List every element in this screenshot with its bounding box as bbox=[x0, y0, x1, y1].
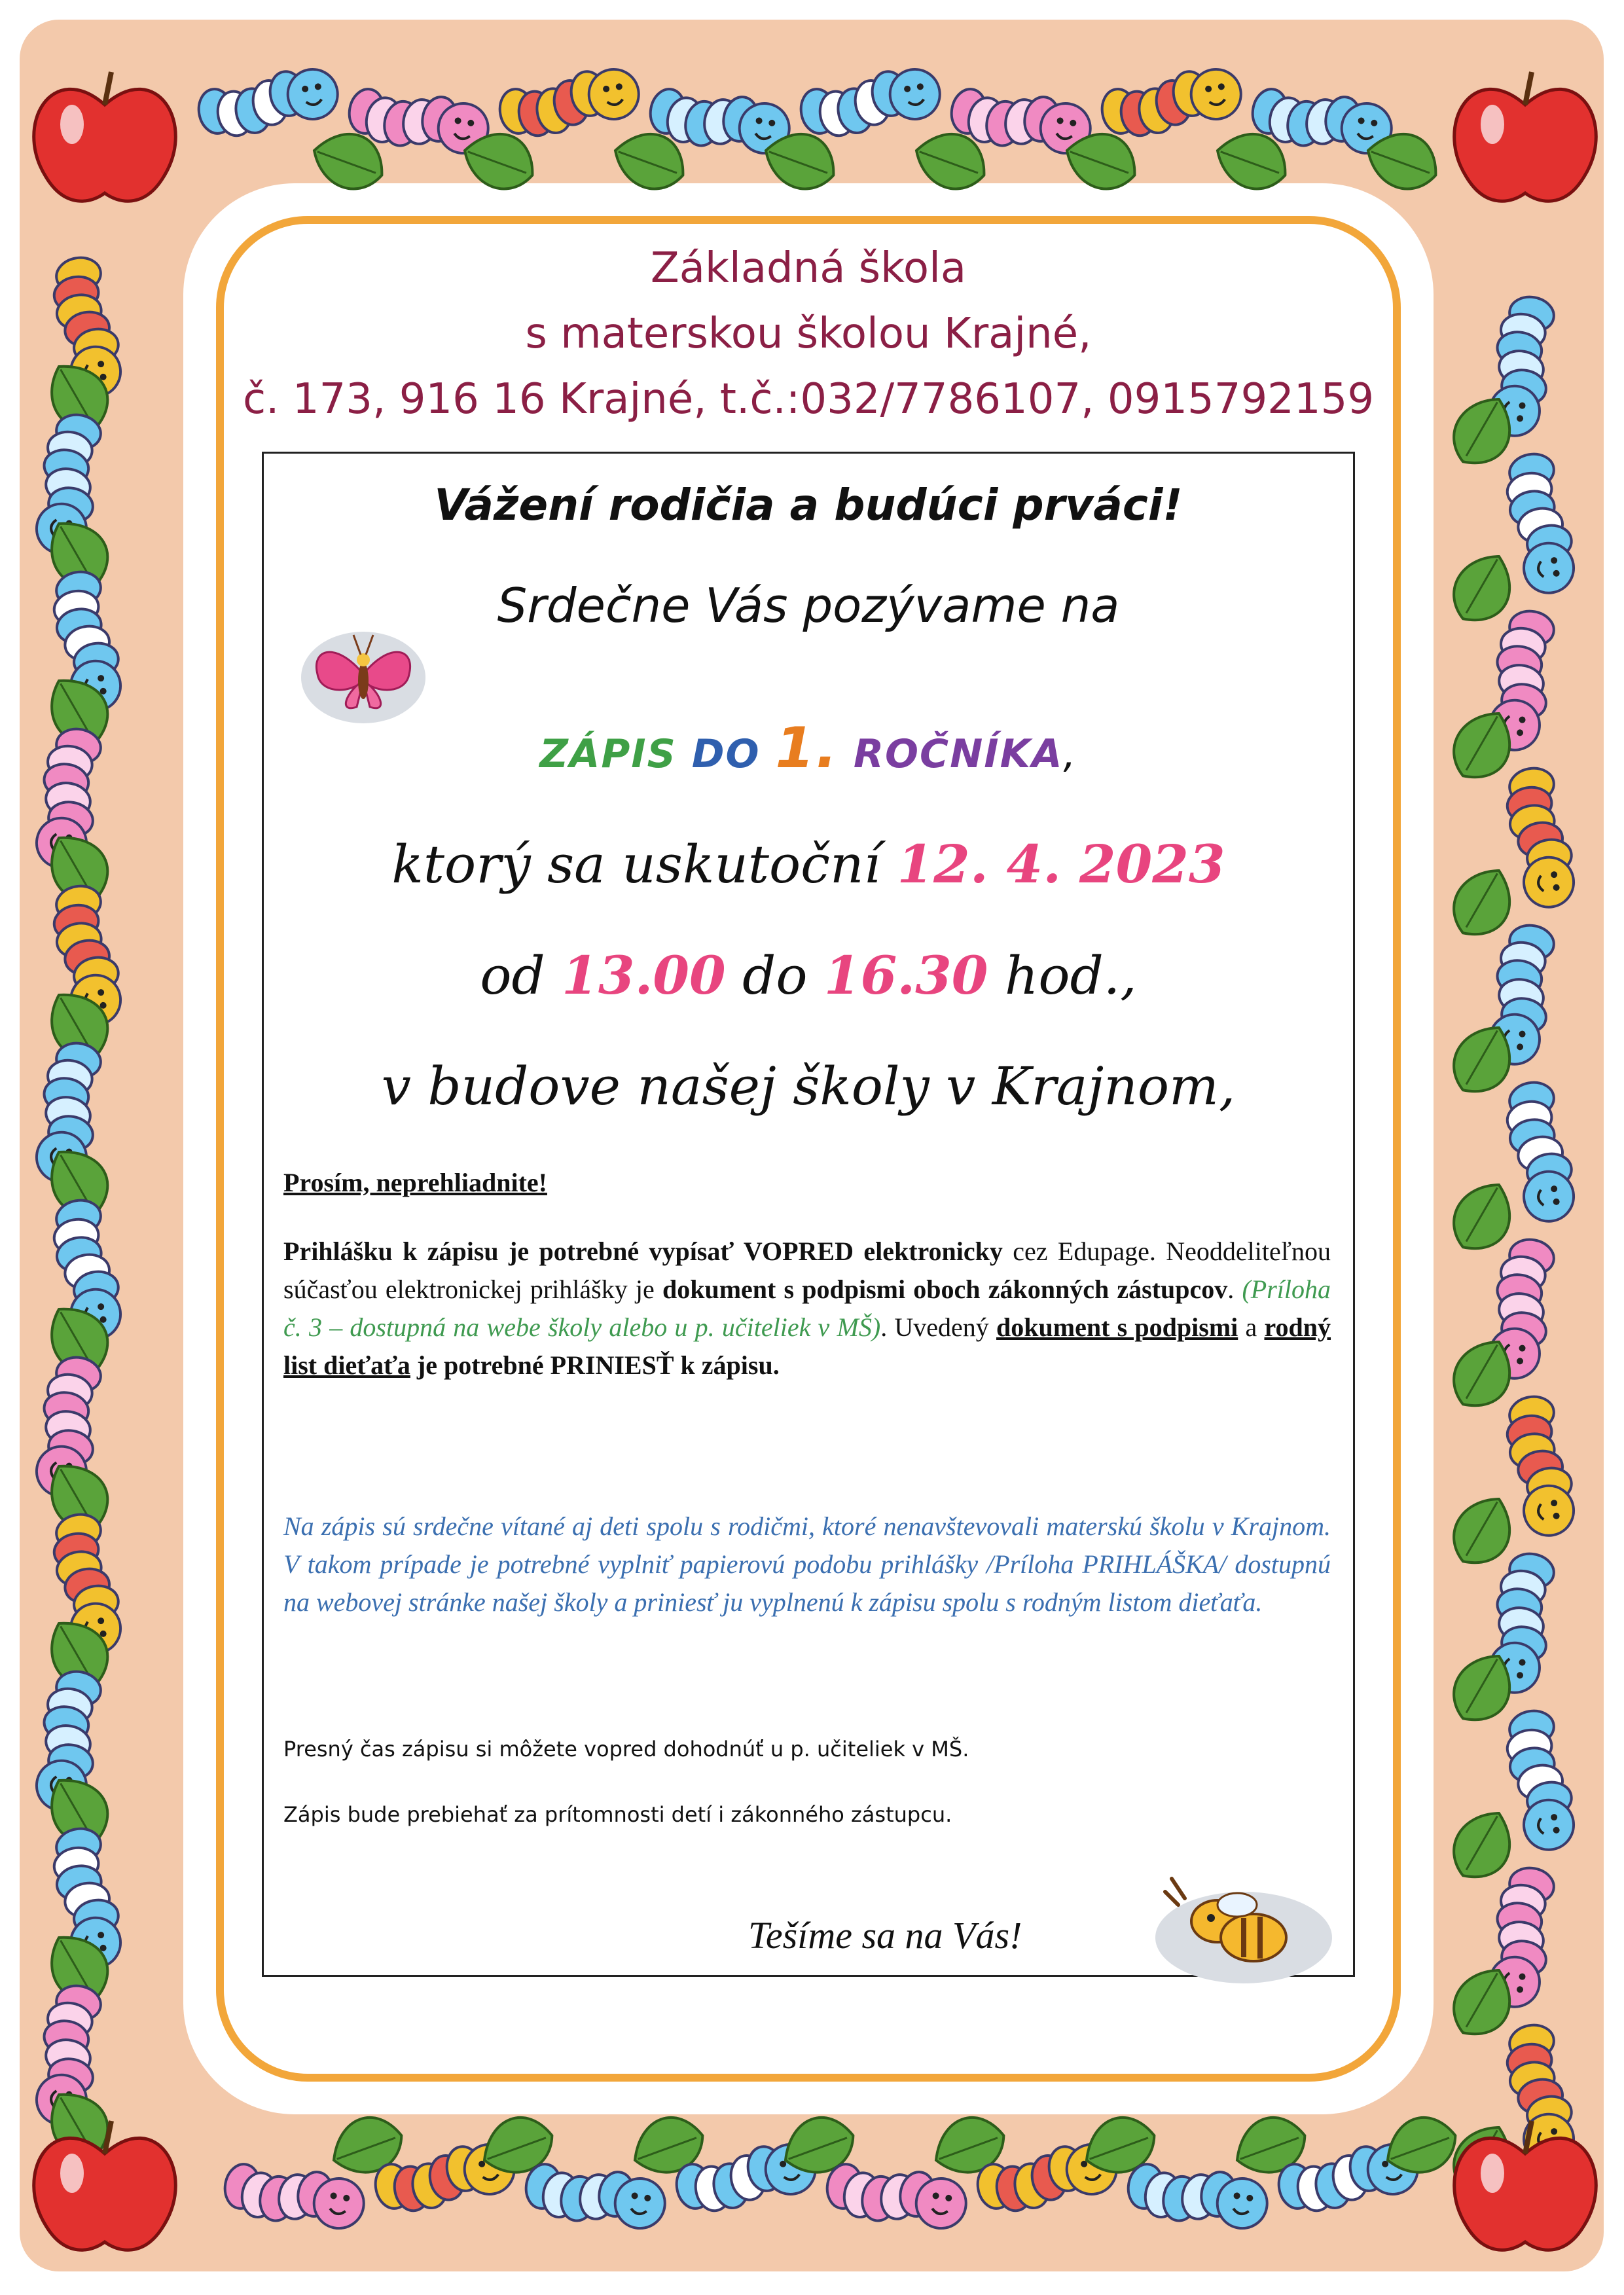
school-header bbox=[216, 236, 1401, 432]
bee-icon bbox=[1139, 1859, 1335, 1990]
event-time-to: 16.30 bbox=[823, 945, 988, 1006]
greeting: Vážení rodičia a budúci prváci! bbox=[434, 480, 1183, 530]
p1-g: dokument s podpismi bbox=[996, 1312, 1238, 1342]
title-number: 1. bbox=[775, 715, 839, 781]
school-name: Základná škola bbox=[650, 244, 967, 293]
butterfly-icon bbox=[298, 615, 429, 733]
event-time-do: do bbox=[742, 945, 808, 1006]
invite-line: Srdečne Vás pozývame na bbox=[497, 578, 1120, 633]
attendance-note: Zápis bude prebiehať za prítomnosti detí i zákonného zástupcu. bbox=[283, 1802, 952, 1827]
p1-e: (Príloha č. 3 – dostupná na webe školy alebo u p. učiteliek v MŠ) bbox=[283, 1274, 1331, 1342]
p1-h: a bbox=[1238, 1312, 1265, 1342]
notice-heading: Prosím, neprehliadnite! bbox=[283, 1168, 547, 1197]
school-address: č. 173, 916 16 Krajné, t.č.:032/7786107, 0915792159 bbox=[242, 375, 1375, 424]
application-paragraph bbox=[283, 1233, 1331, 1384]
p1-b: cez Edupage. Neoddeliteľnou súčasťou elektronickej prihlášky je bbox=[283, 1237, 1331, 1304]
title-part-zapis: ZÁPIS bbox=[539, 731, 677, 777]
p1-f: . Uvedený bbox=[880, 1312, 997, 1342]
event-time-from: 13.00 bbox=[562, 945, 726, 1006]
p1-a: Prihlášku k zápisu je potrebné vypísať VOPRED elektronicky bbox=[283, 1237, 1003, 1266]
paper-application-paragraph: Na zápis sú srdečne vítané aj deti spolu s rodičmi, ktoré nenavštevovali materskú školu v Krajnom. V takom prípade je potrebné vyplniť papierovú podobu prihlášky /Príloha PRIHLÁŠKA/ dostupnú na webovej stránke našej školy a priniesť ju vyplnenú k zápisu spolu s rodným listom dieťaťa. bbox=[283, 1511, 1331, 1617]
p1-d: . bbox=[1227, 1274, 1242, 1304]
event-date-prefix: ktorý sa uskutoční bbox=[391, 834, 881, 895]
closing-line: Tešíme sa na Vás! bbox=[748, 1914, 1022, 1957]
event-time-od: od bbox=[480, 945, 545, 1006]
event-time-suffix: hod., bbox=[1004, 945, 1137, 1006]
title-part-do: DO bbox=[691, 731, 761, 777]
event-date-line bbox=[264, 833, 1353, 895]
event-time-line bbox=[264, 945, 1353, 1006]
appointment-note: Presný čas zápisu si môžete vopred dohodnúť u p. učiteliek v MŠ. bbox=[283, 1737, 969, 1762]
title-comma: , bbox=[1063, 731, 1077, 777]
school-subtitle: s materskou školou Krajné, bbox=[525, 310, 1092, 358]
event-place: v budove našej školy v Krajnom, bbox=[381, 1056, 1236, 1117]
title-part-rocnika: ROČNÍKA bbox=[853, 731, 1064, 777]
p1-j: je potrebné PRINIESŤ k zápisu. bbox=[410, 1350, 780, 1380]
p1-c: dokument s podpismi oboch zákonných zástupcov bbox=[662, 1274, 1228, 1304]
event-date: 12. 4. 2023 bbox=[897, 833, 1225, 895]
p1-i: rodný list dieťaťa bbox=[283, 1312, 1331, 1380]
